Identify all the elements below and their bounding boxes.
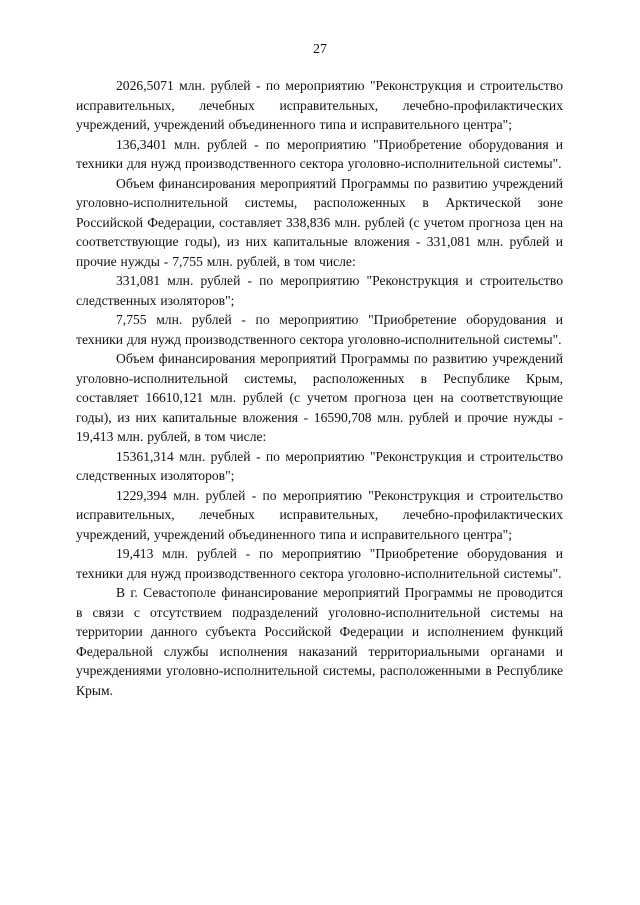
- paragraph: 7,755 млн. рублей - по мероприятию "Приобретение оборудования и техники для нужд производственного сектора уголовно-исполнительной системы".: [76, 312, 563, 347]
- document-body: [76, 76, 563, 700]
- paragraph: 136,3401 млн. рублей - по мероприятию "Приобретение оборудования и техники для нужд производственного сектора уголовно-исполнительной системы".: [76, 136, 563, 171]
- paragraph: 331,081 млн. рублей - по мероприятию "Реконструкция и строительство следственных изоляторов";: [76, 273, 563, 308]
- paragraph: 19,413 млн. рублей - по мероприятию "Приобретение оборудования и техники для нужд производственного сектора уголовно-исполнительной системы".: [76, 546, 563, 581]
- paragraph: Объем финансирования мероприятий Программы по развитию учреждений уголовно-исполнительной системы, расположенных в Республике Крым, составляет 16610,121 млн. рублей (с учетом прогноза цен на соответствующие годы), из них капитальные вложения - 16590,708 млн. рублей и прочие нужды - 19,413 млн. рублей, в том числе:: [76, 351, 563, 444]
- paragraph: 15361,314 млн. рублей - по мероприятию "Реконструкция и строительство следственных изоляторов";: [76, 448, 563, 483]
- paragraph: Объем финансирования мероприятий Программы по развитию учреждений уголовно-исполнительной системы, расположенных в Арктической зоне Российской Федерации, составляет 338,836 млн. рублей (с учетом прогноза цен на соответствующие годы), из них капитальные вложения - 331,081 млн. рублей и прочие нужды - 7,755 млн. рублей, в том числе:: [76, 175, 563, 269]
- paragraph: В г. Севастополе финансирование мероприятий Программы не проводится в связи с отсутствием подразделений уголовно-исполнительной системы на территории данного субъекта Российской Федерации и исполнением функций Федеральной службы исполнения наказаний территориальными органами и учреждениями уголовно-исполнительной системы, расположенными в Республике Крым.: [76, 585, 563, 698]
- page-number: 27: [313, 42, 327, 57]
- paragraph: 1229,394 млн. рублей - по мероприятию "Реконструкция и строительство исправительных, лечебных исправительных, лечебно-профилактических учреждений, учреждений объединенного типа и исправительного центра";: [76, 487, 563, 542]
- paragraph: 2026,5071 млн. рублей - по мероприятию "Реконструкция и строительство исправительных, лечебных исправительных, лечебно-профилактических учреждений, учреждений объединенного типа и исправительного центра";: [76, 78, 563, 132]
